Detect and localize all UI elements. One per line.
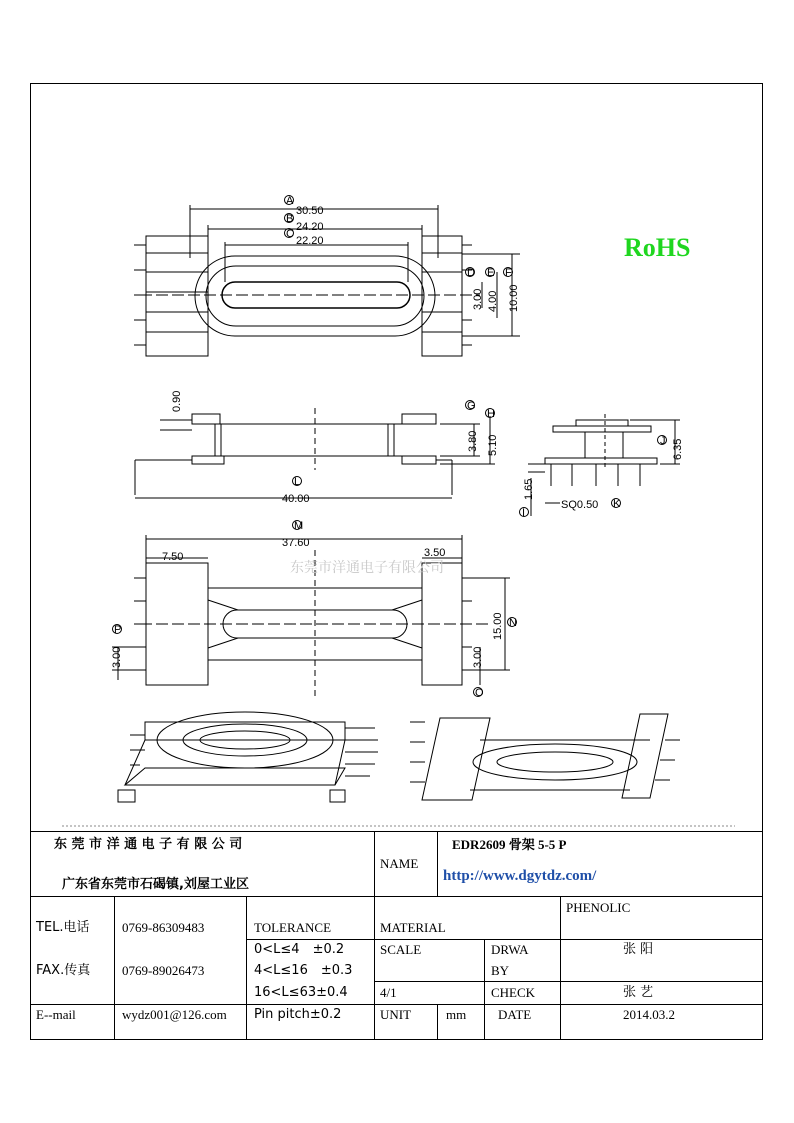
unit-label: UNIT bbox=[380, 1007, 412, 1022]
drawn-by-value: 张 阳 bbox=[623, 942, 654, 957]
name-label: NAME bbox=[380, 856, 419, 871]
tolerance-range-1: 0<L≤4 ±0.2 bbox=[254, 942, 345, 957]
dim-K: SQ0.50 bbox=[561, 499, 599, 511]
dim-A: 30.50 bbox=[296, 205, 324, 217]
fax-label: FAX.传真 bbox=[36, 963, 91, 978]
dim-D: 3.00 bbox=[472, 288, 484, 310]
dim-P: 3.00 bbox=[111, 646, 123, 668]
watermark: 东莞市洋通电子有限公司 bbox=[290, 560, 444, 576]
label-A: A bbox=[286, 195, 294, 207]
label-G: G bbox=[467, 400, 476, 412]
label-I: I bbox=[522, 507, 526, 519]
tel-value: 0769-86309483 bbox=[122, 920, 205, 935]
end-view bbox=[528, 414, 680, 516]
dim-G: 3.80 bbox=[467, 430, 479, 452]
dim-E: 4.00 bbox=[487, 290, 499, 312]
dim-H: 5.10 bbox=[487, 434, 499, 456]
dim-M: 37.60 bbox=[282, 537, 310, 549]
label-B: B bbox=[286, 213, 294, 225]
label-N: N bbox=[509, 617, 517, 629]
label-L: L bbox=[294, 476, 301, 488]
label-M: M bbox=[294, 520, 304, 532]
label-J: J bbox=[660, 435, 666, 447]
dim-top-height: 0.90 bbox=[171, 390, 183, 412]
company-address: 广东省东莞市石碣镇,刘屋工业区 bbox=[62, 877, 249, 892]
material-value: PHENOLIC bbox=[566, 900, 631, 915]
scale-label: SCALE bbox=[380, 942, 422, 957]
label-C: C bbox=[286, 228, 294, 240]
label-K: K bbox=[613, 498, 621, 510]
label-E: E bbox=[487, 267, 495, 279]
dim-L: 40.00 bbox=[282, 493, 310, 505]
label-D: D bbox=[467, 267, 475, 279]
email-value[interactable]: wydz001@126.com bbox=[122, 1007, 227, 1022]
website-link[interactable]: http://www.dgytdz.com/ bbox=[443, 868, 597, 884]
dim-right-width: 3.50 bbox=[424, 547, 446, 559]
dim-F: 10.00 bbox=[508, 284, 520, 312]
tolerance-range-3: 16<L≤63±0.4 bbox=[254, 985, 348, 1000]
drawn-by-label-2: BY bbox=[491, 963, 510, 978]
part-name: EDR2609 骨架 5-5 P bbox=[452, 837, 567, 852]
pin-pitch: Pin pitch±0.2 bbox=[254, 1007, 342, 1022]
fax-value: 0769-89026473 bbox=[122, 963, 205, 978]
dim-I: 1.65 bbox=[523, 478, 535, 500]
rohs-mark: RoHS bbox=[624, 233, 691, 262]
date-label: DATE bbox=[498, 1007, 532, 1022]
isometric-view-left bbox=[118, 712, 378, 802]
date-value: 2014.03.2 bbox=[623, 1007, 675, 1022]
tolerance-range-2: 4<L≤16 ±0.3 bbox=[254, 963, 353, 978]
email-label: E--mail bbox=[36, 1007, 76, 1022]
isometric-view-right bbox=[410, 714, 680, 800]
label-H: H bbox=[487, 408, 495, 420]
check-label: CHECK bbox=[491, 985, 536, 1000]
label-P: P bbox=[114, 624, 122, 636]
label-O: O bbox=[475, 687, 484, 699]
side-view bbox=[135, 408, 495, 498]
dim-N: 15.00 bbox=[492, 612, 504, 640]
dim-O: 3.00 bbox=[472, 646, 484, 668]
dim-B: 24.20 bbox=[296, 221, 324, 233]
tolerance-label: TOLERANCE bbox=[254, 920, 332, 935]
dim-C: 22.20 bbox=[296, 235, 324, 247]
company-name: 东 莞 市 洋 通 电 子 有 限 公 司 bbox=[54, 837, 243, 852]
drawn-by-label-1: DRWA bbox=[491, 942, 529, 957]
top-view bbox=[134, 205, 520, 356]
unit-value: mm bbox=[446, 1007, 467, 1022]
dim-left-width: 7.50 bbox=[162, 551, 184, 563]
material-label: MATERIAL bbox=[380, 920, 446, 935]
tel-label: TEL.电话 bbox=[36, 920, 90, 935]
scale-value: 4/1 bbox=[380, 985, 397, 1000]
dim-J: 6.35 bbox=[672, 438, 684, 460]
label-F: F bbox=[505, 267, 512, 279]
checked-by-value: 张 艺 bbox=[623, 985, 654, 1000]
